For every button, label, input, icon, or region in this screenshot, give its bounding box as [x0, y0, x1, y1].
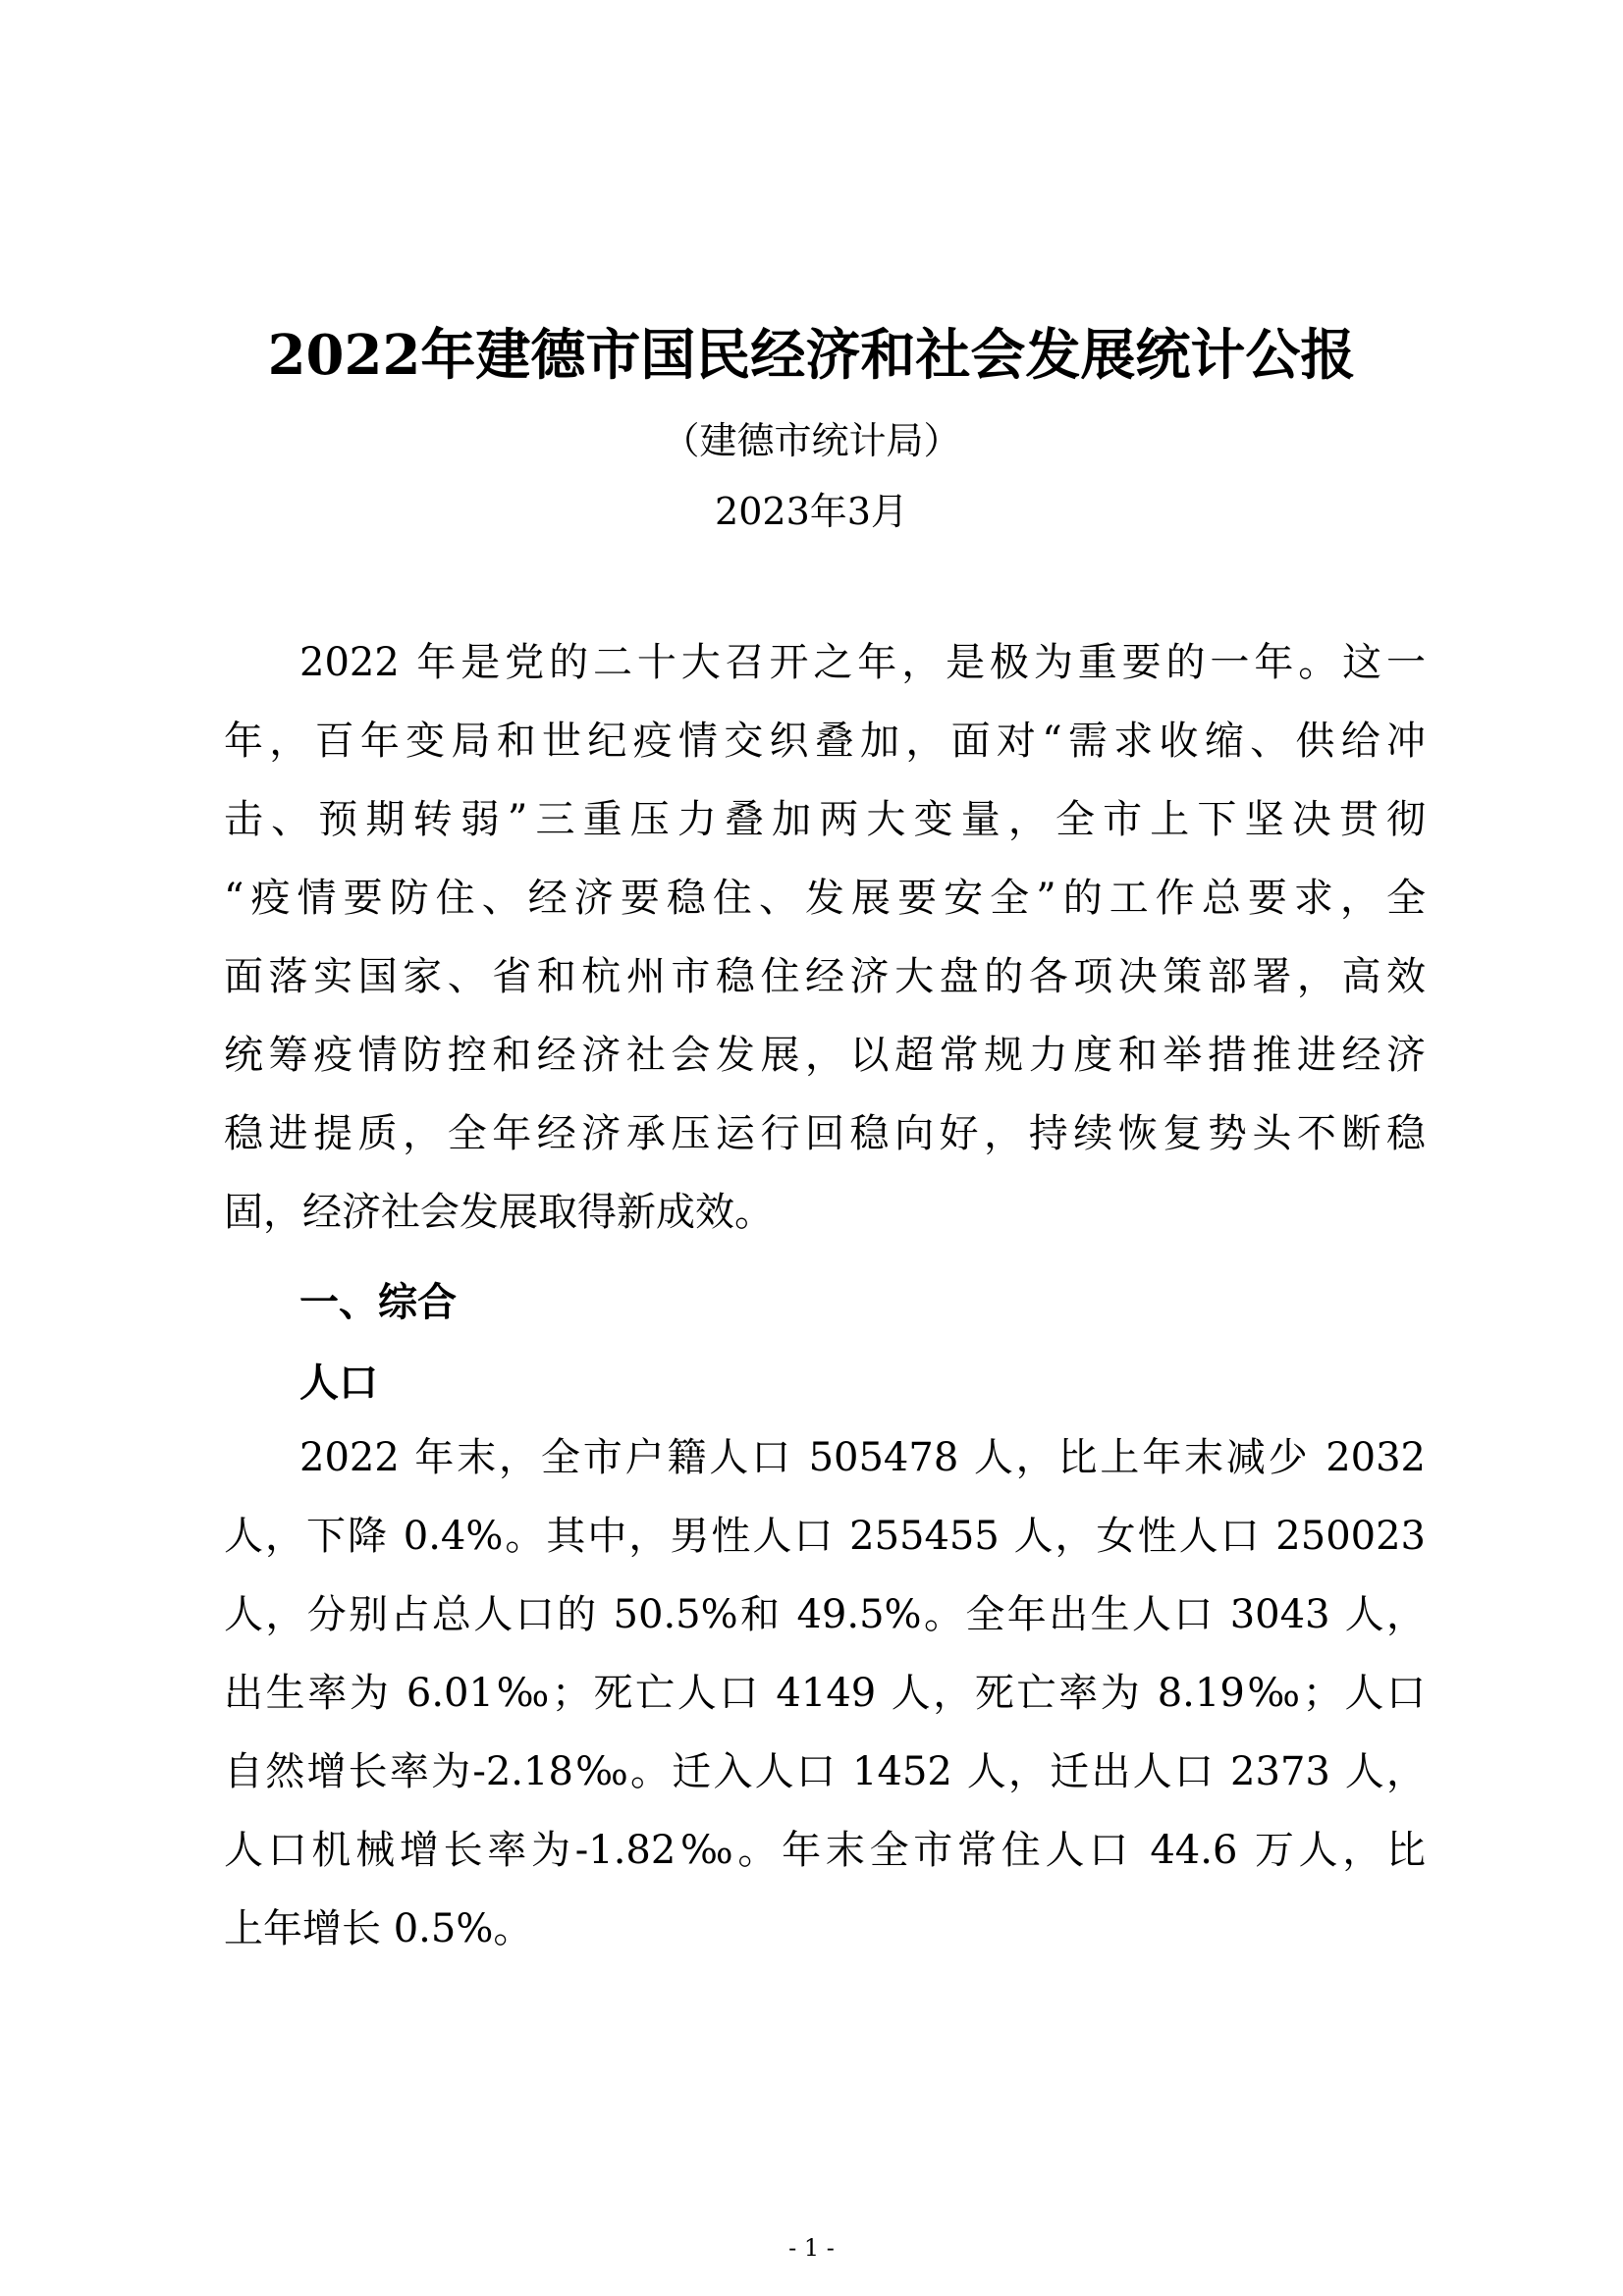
- publish-date: 2023年3月: [715, 490, 908, 533]
- subsection-heading: 人口: [299, 1360, 378, 1406]
- paragraph-line: 2022 年末，全市户籍人口 505478 人，比上年末减少 2032: [299, 1435, 1426, 1480]
- document-title: 2022年建德市国民经济和社会发展统计公报: [267, 323, 1356, 388]
- issuer: （建德市统计局）: [662, 419, 961, 462]
- paragraph-line: 上年增长 0.5%。: [224, 1906, 533, 1951]
- paragraph-line: 人口机械增长率为-1.82‰。年末全市常住人口 44.6 万人，比: [224, 1828, 1426, 1873]
- paragraph-line: 稳进提质，全年经济承压运行回稳向好，持续恢复势头不断稳: [224, 1111, 1426, 1156]
- paragraph-line: 人，下降 0.4%。其中，男性人口 255455 人，女性人口 250023: [224, 1514, 1426, 1559]
- paragraph-line: 年，百年变局和世纪疫情交织叠加，面对“需求收缩、供给冲: [224, 719, 1426, 764]
- section-heading: 一、综合: [299, 1279, 457, 1325]
- paragraph-line: “疫情要防住、经济要稳住、发展要安全”的工作总要求，全: [224, 876, 1426, 921]
- paragraph-line: 人，分别占总人口的 50.5%和 49.5%。全年出生人口 3043 人，: [224, 1592, 1426, 1637]
- paragraph-line: 出生率为 6.01‰；死亡人口 4149 人，死亡率为 8.19‰；人口: [224, 1671, 1426, 1716]
- page-number: - 1 -: [788, 2234, 835, 2262]
- paragraph-line: 固，经济社会发展取得新成效。: [224, 1190, 774, 1235]
- paragraph-line: 击、预期转弱”三重压力叠加两大变量，全市上下坚决贯彻: [224, 797, 1426, 842]
- paragraph-line: 自然增长率为-2.18‰。迁入人口 1452 人，迁出人口 2373 人，: [224, 1749, 1426, 1794]
- paragraph-line: 统筹疫情防控和经济社会发展，以超常规力度和举措推进经济: [224, 1033, 1426, 1078]
- paragraph-line: 2022 年是党的二十大召开之年，是极为重要的一年。这一: [299, 640, 1426, 685]
- paragraph-line: 面落实国家、省和杭州市稳住经济大盘的各项决策部署，高效: [224, 954, 1426, 999]
